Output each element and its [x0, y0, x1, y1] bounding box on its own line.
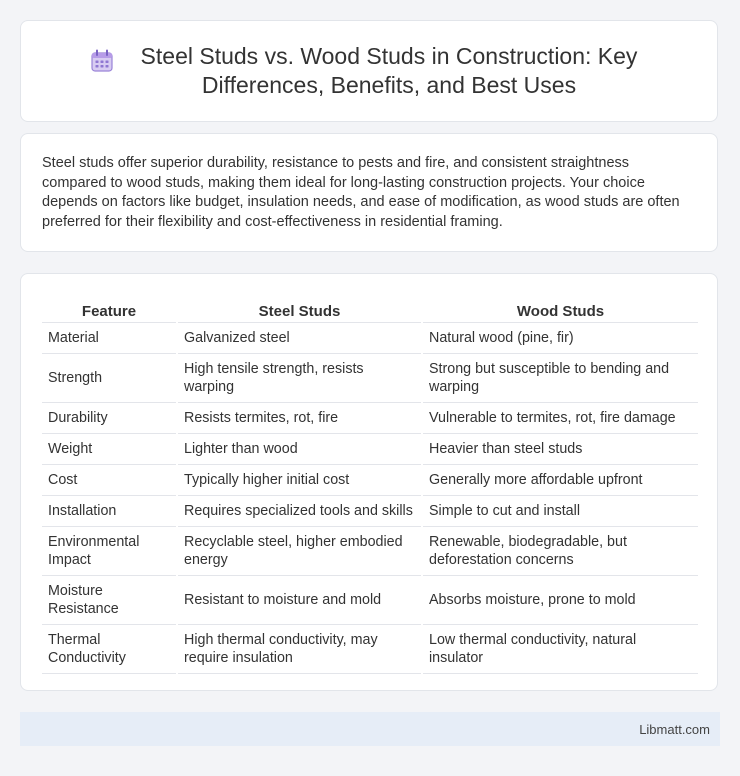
- cell-feature: Thermal Conductivity: [42, 625, 176, 674]
- cell-feature: Durability: [42, 403, 176, 434]
- title-wrap: [89, 42, 649, 100]
- cell-feature: Weight: [42, 434, 176, 465]
- summary-card: [20, 133, 718, 252]
- cell-feature: Cost: [42, 465, 176, 496]
- table-row: [42, 434, 698, 465]
- cell-steel: Typically higher initial cost: [178, 465, 421, 496]
- table-row: [42, 625, 698, 674]
- cell-wood: Renewable, biodegradable, but deforestation concerns: [423, 527, 698, 576]
- table-row: [42, 403, 698, 434]
- summary-text: Steel studs offer superior durability, resistance to pests and fire, and consistent straightness compared to wood studs, making them ideal for long-lasting construction projects. Your choice depends on factors like budget, insulation needs, and ease of modification, as wood studs are often preferred for their flexibility and cost-effectiveness in residential framing.: [42, 155, 680, 230]
- header-feature: Feature: [42, 294, 176, 323]
- cell-steel: High tensile strength, resists warping: [178, 354, 421, 403]
- cell-steel: Lighter than wood: [178, 434, 421, 465]
- cell-wood: Low thermal conductivity, natural insulator: [423, 625, 698, 674]
- footer-brand-link[interactable]: Libmatt.com: [639, 721, 710, 737]
- cell-steel: Requires specialized tools and skills: [178, 496, 421, 527]
- footer-bar: [20, 712, 720, 746]
- cell-wood: Simple to cut and install: [423, 496, 698, 527]
- cell-wood: Absorbs moisture, prone to mold: [423, 576, 698, 625]
- table-header-row: [42, 294, 698, 323]
- table-row: [42, 354, 698, 403]
- comparison-table: [40, 294, 700, 674]
- table-row: [42, 323, 698, 354]
- cell-wood: Strong but susceptible to bending and warping: [423, 354, 698, 403]
- page-title: Steel Studs vs. Wood Studs in Construction: Key Differences, Benefits, and Best Uses: [140, 43, 638, 98]
- title-card: [20, 20, 718, 122]
- cell-steel: Recyclable steel, higher embodied energy: [178, 527, 421, 576]
- cell-feature: Environmental Impact: [42, 527, 176, 576]
- table-row: [42, 465, 698, 496]
- cell-wood: Natural wood (pine, fir): [423, 323, 698, 354]
- cell-steel: Galvanized steel: [178, 323, 421, 354]
- calendar-icon: [89, 48, 115, 74]
- cell-steel: Resists termites, rot, fire: [178, 403, 421, 434]
- table-row: [42, 527, 698, 576]
- cell-wood: Heavier than steel studs: [423, 434, 698, 465]
- table-row: [42, 496, 698, 527]
- cell-wood: Generally more affordable upfront: [423, 465, 698, 496]
- cell-feature: Material: [42, 323, 176, 354]
- comparison-table-card: [20, 273, 718, 691]
- cell-wood: Vulnerable to termites, rot, fire damage: [423, 403, 698, 434]
- cell-feature: Strength: [42, 354, 176, 403]
- header-wood-studs: Wood Studs: [423, 294, 698, 323]
- cell-feature: Installation: [42, 496, 176, 527]
- cell-steel: Resistant to moisture and mold: [178, 576, 421, 625]
- table-row: [42, 576, 698, 625]
- cell-feature: Moisture Resistance: [42, 576, 176, 625]
- header-steel-studs: Steel Studs: [178, 294, 421, 323]
- cell-steel: High thermal conductivity, may require insulation: [178, 625, 421, 674]
